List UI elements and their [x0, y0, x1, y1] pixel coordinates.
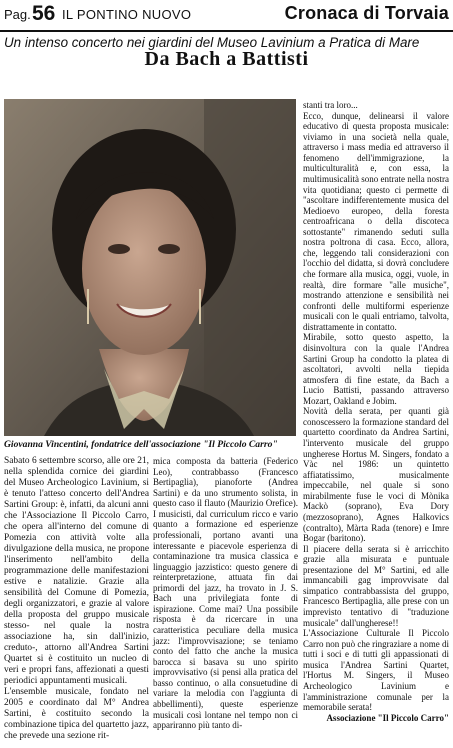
- paragraph: stanti tra loro...: [303, 100, 358, 110]
- paragraph: L'Associazione Culturale Il Piccolo Carro non può che ringraziare a nome di tutti i soci e di tutti gli appassionati di musica l'Andrea Sartini Quartet, l'Hortus M. Singers, il Museo Archeologico Lavinium e l'amministrazione comunale per la memorabile serata!: [303, 628, 449, 713]
- paragraph: mica composta da batteria (Federico Leo), contrabbasso (Francesco Bertipaglia), pianoforte (Andrea Sartini) e da uno strumento solista, in questo caso il flauto (Maurizio Orefice).: [153, 456, 298, 509]
- article-subtitle: Un intenso concerto nei giardini del Museo Lavinium a Pratica di Mare: [4, 35, 420, 50]
- header-rule: [0, 30, 453, 32]
- portrait-photo: [4, 99, 296, 436]
- page-label: Pag.: [4, 7, 31, 22]
- article-column-1: [4, 456, 149, 742]
- article-signature: Associazione "Il Piccolo Carro": [326, 712, 449, 723]
- paragraph: Novità della serata, per quanti già conoscessero la formazione standard del quartetto coordinato da Andrea Sartini, l'intervento musicale del gruppo ungherese Hortus M. Singers, fondato a Vàc nel 1986: un quintetto affiatatissimo, musicalmente impeccabile, nel quale si sono mirabilmente fuse le voci di Mònika Mackò (soprano), Eva Dory (mezzosoprano), Agnes Halkovics (contralto), Màrta Rada (tenore) e Imre Bogar (baritono).: [303, 406, 449, 544]
- paragraph: Sabato 6 settembre scorso, alle ore 21, nella splendida cornice dei giardini del Museo Archeologico Lavinium, si è tenuto l'atteso concerto dell'Andrea Sartini Group: è, infatti, da alcuni anni che l'Associazione Il Piccolo Carro, che opera all'interno del comune di Pomezia con attività volte alla divulgazione della musica, ne propone l'inserimento nell'ambito della programmazione delle manifestazioni estive e natalizie. Grazie alla sensibilità del Comune di Pomezia, degli organizzatori, e grazie al valore della proposta del gruppo musicale stesso- nel quale la nostra associazione ha, sin dall'inizio, creduto-, attorno all'Andrea Sartini Quartet si è costituito un nucleo di veri e propri fans, affezionati a questi periodici appuntamenti musicali.: [4, 456, 149, 686]
- paragraph: Ecco, dunque, delinearsi il valore educativo di questa proposta musicale: viviamo in una società nella quale, attraverso i mass media ed attraverso il fenomeno dell'immigrazione, la multiculturalità e, con essa, la multimusicalità sono entrate nella nostra vita quotidiana; questo ci permette di "ascoltare indifferentemente musica del Medioevo europeo, della foresta centroafricana o della discoteca sottostante" rimanendo seduti sulla nostra poltrona di casa. Ecco, allora, che, leggendo tali considerazioni con l'occhio del didatta, si dovrà concludere che formare alla musica, oggi, vuole, in realtà, dire formare "alle musiche", mostrando attenzione e sensibilità nei confronti delle multiformi esperienze musicali con le quali entriamo, talvolta, distrattamente in contatto.: [303, 110, 449, 332]
- paragraph: L'ensemble musicale, fondato nel 2005 e coordinato dal M° Andrea Sartini, è costituito secondo la combinazione tipica del quartetto jazz, che prevede una sezione rit-: [4, 687, 149, 741]
- portrait-illustration: [4, 99, 296, 436]
- section-title: Cronaca di Torvaia: [284, 3, 449, 23]
- page-header: [0, 0, 453, 32]
- paragraph: I musicisti, dal curriculum ricco e vario quanto a formazione ed esperienze professionali, portano avanti una interessante e piacevole esperienza di contaminazione tra musica classica e linguaggio jazzistico: questo genere di reinterpretazione, attuata fin dai primordi del jazz, ha trovato in J. S. Bach una privilegiata fonte di ispirazione. Come mai? Una possibile risposta è da ricercare in una caratteristica peculiare della musica jazz: l'improvvisazione; se teniamo conto del fatto che anche la musica barocca si basava su uno spirito improvvisativo (si pensi alla pratica del basso continuo, o alla consuetudine di variare la melodia con l'aggiunta di abbellimenti), queste esperienze musicali così lontane nel tempo non ci appariranno più tanto di-: [153, 508, 298, 731]
- article-column-2: [153, 456, 298, 731]
- article-column-3: [303, 100, 449, 723]
- paragraph: Mirabile, sotto questo aspetto, la disinvoltura con la quale l'Andrea Sartini Group ha condotto la platea di ascoltatori, avvolti nella tiepida atmosfera di fine estate, da Bach a Lucio Battisti, passando attraverso Mozart, Oakland e Jobim.: [303, 332, 449, 406]
- article-headline: Da Bach a Battisti: [144, 48, 309, 70]
- photo-caption: Giovanna Vincentini, fondatrice dell'associazione "Il Piccolo Carro": [4, 439, 278, 450]
- page-number: 56: [32, 2, 56, 25]
- paragraph: Il piacere della serata si è arricchito grazie alla misurata e puntuale presentazione del M° Sartini, ed alle immancabili gag improvvisate dal simpatico contrabbassista del gruppo, Francesco Bertipaglia, alle prese con un imprevisto tentativo di "traduzione musicale" dall'ungherese!!: [303, 543, 449, 628]
- publication-name: IL PONTINO NUOVO: [62, 7, 192, 22]
